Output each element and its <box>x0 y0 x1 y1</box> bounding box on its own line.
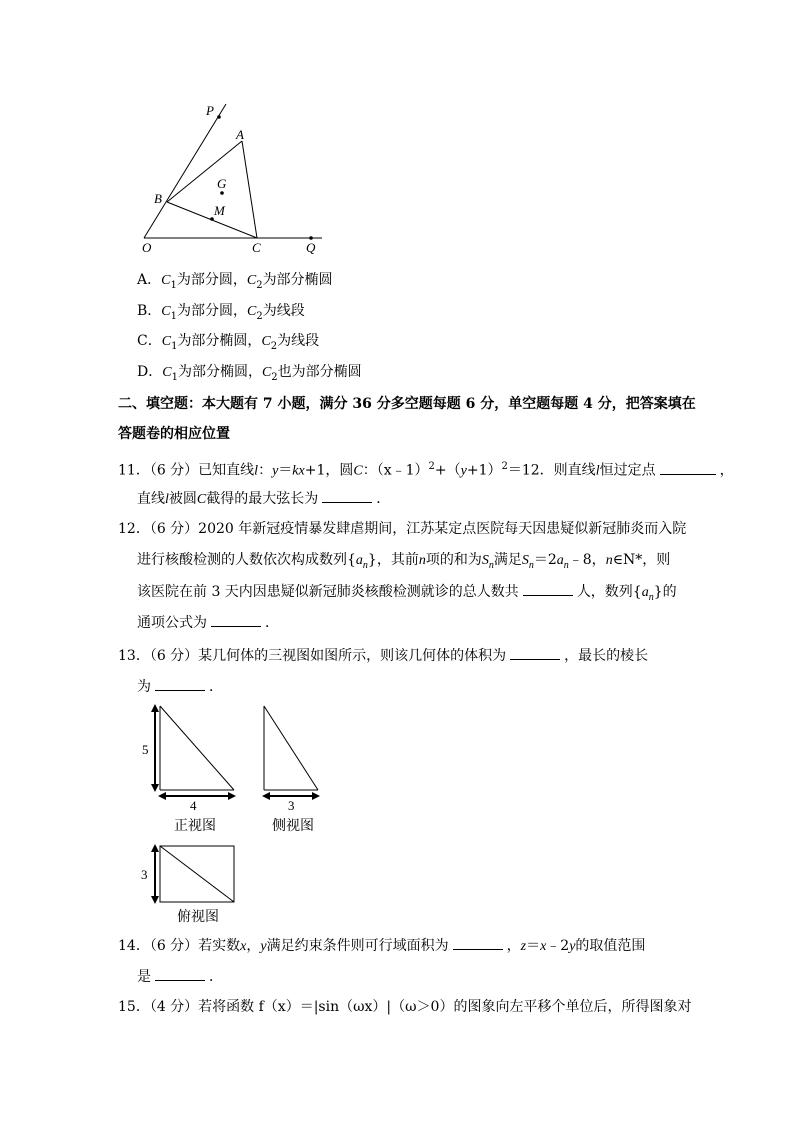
front-view-svg <box>138 702 248 812</box>
point-p <box>217 115 221 119</box>
q14-blank-1[interactable] <box>453 935 503 950</box>
top-view-svg <box>138 843 248 905</box>
front-height-label: 5 <box>142 742 149 757</box>
side-view-caption: 侧视图 <box>272 818 314 834</box>
q11-blank-2[interactable] <box>322 488 372 503</box>
label-b: B <box>154 191 162 206</box>
front-width-label: 4 <box>190 798 197 812</box>
side-width-label: 3 <box>288 798 295 812</box>
top-view <box>138 843 248 905</box>
q13-line1: 13．（6 分）某几何体的三视图如图所示，则该几何体的体积为 ，最长的棱长 <box>118 645 648 666</box>
label-g: G <box>217 176 227 191</box>
q15-line1: 15．（4 分）若将函数 f（x）＝|sin（ωx）|（ω＞0）的图象向左平移个单位后，所得图象对 <box>118 999 692 1015</box>
q12-line4: 通项公式为 ． <box>137 612 279 633</box>
option-b: B．$C_1$为部分圆，$C_2$为线段 <box>137 303 305 322</box>
geometry-figure <box>130 98 330 258</box>
label-o: O <box>142 240 152 255</box>
label-q: Q <box>306 240 316 255</box>
label-p: P <box>206 103 214 118</box>
top-view-caption: 俯视图 <box>177 909 219 925</box>
side-view-svg <box>258 702 328 812</box>
q12-blank-2[interactable] <box>211 612 261 627</box>
geometry-svg <box>130 98 330 258</box>
label-c: C <box>252 240 261 255</box>
section-heading-line2: 答题卷的相应位置 <box>118 426 230 442</box>
q11-blank-1[interactable] <box>660 460 716 475</box>
label-m: M <box>214 203 225 218</box>
q12-line2: 进行核酸检测的人数依次构成数列$\{a_n\}$，其前n项的和为$S_n$满足$S_n=2a_n﹣8$，n∈N*，则 <box>137 552 671 571</box>
q13-line2: 为 ． <box>137 676 223 697</box>
q13-blank-2[interactable] <box>155 676 205 691</box>
q11-line1: 11．（6 分）已知直线l：y＝kx+1，圆C：$(x﹣1)^2+(y+1)^2=12$．则直线l恒过定点 ， <box>118 461 734 479</box>
segment-ba <box>167 141 242 202</box>
q13-blank-1[interactable] <box>510 645 560 660</box>
segment-ac <box>242 141 257 238</box>
side-view <box>258 702 328 812</box>
front-view <box>138 702 248 812</box>
top-height-label: 3 <box>141 867 148 882</box>
q12-line3: 该医院在前 3 天内因患疑似新冠肺炎核酸检测就诊的总人数共 人，数列$\{a_n\}$的 <box>137 581 677 608</box>
front-view-caption: 正视图 <box>174 818 216 834</box>
q14-line2: 是 ． <box>137 966 223 987</box>
label-a: A <box>236 127 244 142</box>
q12-blank-1[interactable] <box>523 581 573 596</box>
section-heading-line1: 二、填空题：本大题有 7 小题，满分 36 分多空题每题 6 分，单空题每题 4 分，把答案填在 <box>118 396 696 412</box>
q14-blank-2[interactable] <box>155 966 205 981</box>
option-d: D．$C_1$为部分椭圆，$C_2$也为部分椭圆 <box>137 364 362 383</box>
q12-line1: 12．（6 分）2020 年新冠疫情暴发肆虐期间，江苏某定点医院每天因患疑似新冠肺炎而入院 <box>118 521 687 537</box>
q14-line1: 14．（6 分）若实数x，y满足约束条件则可行域面积为 ，z＝x﹣2y的取值范围 <box>118 935 645 957</box>
option-a: A．$C_1$为部分圆，$C_2$为部分椭圆 <box>137 272 333 291</box>
option-c: C．$C_1$为部分椭圆，$C_2$为线段 <box>137 333 320 352</box>
point-g <box>220 191 224 195</box>
q11-line2: 直线l被圆C截得的最大弦长为 ． <box>137 488 390 510</box>
